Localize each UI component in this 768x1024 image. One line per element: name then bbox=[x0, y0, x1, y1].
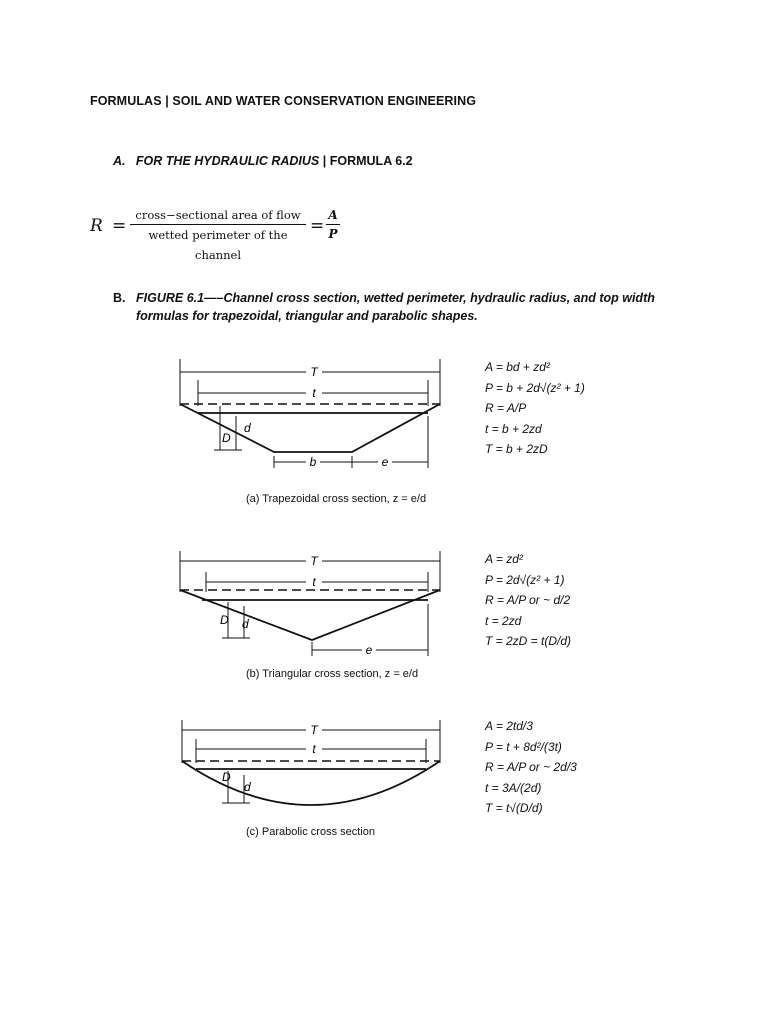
section-a-formula-ref: FORMULA 6.2 bbox=[329, 154, 413, 168]
formula-line: T = t√(D/d) bbox=[485, 801, 543, 815]
formula-line: P = 2d√(z² + 1) bbox=[485, 572, 565, 587]
trapezoidal-caption: (a) Trapezoidal cross section, z = e/d bbox=[246, 493, 427, 505]
equation-short-denominator: P bbox=[328, 227, 338, 241]
formula-line: A = bd + zd² bbox=[485, 360, 550, 374]
equation-denominator: wetted perimeter of the channel bbox=[148, 228, 288, 262]
section-a-title: FOR THE HYDRAULIC RADIUS bbox=[135, 154, 320, 168]
label-e: e bbox=[381, 455, 389, 469]
label-D: D bbox=[222, 770, 231, 784]
equation-lhs: R bbox=[90, 216, 103, 236]
parabolic-formulas bbox=[485, 716, 577, 819]
triangular-diagram bbox=[170, 548, 460, 663]
label-b: b bbox=[309, 455, 317, 469]
equation-fraction bbox=[130, 206, 306, 262]
formula-line: t = b + 2zd bbox=[485, 421, 542, 436]
label-t: t bbox=[312, 742, 316, 756]
section-b-text: FIGURE 6.1—–Channel cross section, wetted perimeter, hydraulic radius, and top width formulas for trapezoidal, triangular and parabolic shapes. bbox=[136, 291, 655, 323]
label-t: t bbox=[312, 575, 316, 589]
label-d: d bbox=[242, 617, 249, 631]
triangular-caption: (b) Triangular cross section, z = e/d bbox=[246, 668, 419, 680]
equation-short-fraction bbox=[326, 206, 340, 243]
label-D: D bbox=[222, 431, 231, 445]
equation-short-numerator: A bbox=[328, 208, 338, 222]
formula-line: R = A/P or ~ 2d/3 bbox=[485, 760, 577, 774]
equation-equals: = bbox=[112, 216, 127, 236]
trapezoidal-formulas bbox=[485, 357, 585, 460]
formula-line: t = 2zd bbox=[485, 613, 522, 628]
section-a-separator: | bbox=[322, 154, 327, 168]
label-D: D bbox=[220, 613, 229, 627]
equation-equals-2: = bbox=[310, 216, 325, 236]
label-T: T bbox=[310, 723, 318, 737]
trapezoidal-diagram bbox=[170, 356, 460, 476]
formula-line: A = 2td/3 bbox=[485, 719, 533, 733]
section-a-label: A. bbox=[113, 154, 126, 168]
formula-line: R = A/P or ~ d/2 bbox=[485, 593, 571, 607]
label-d: d bbox=[244, 421, 251, 435]
formula-line: A = zd² bbox=[485, 552, 523, 566]
section-a-heading bbox=[113, 154, 413, 168]
formula-line: R = A/P bbox=[485, 401, 527, 415]
label-d: d bbox=[244, 780, 251, 794]
formula-line: P = t + 8d²/(3t) bbox=[485, 739, 562, 754]
document-title: FORMULAS | SOIL AND WATER CONSERVATION ENGINEERING bbox=[90, 94, 477, 108]
formula-line: T = b + 2zD bbox=[485, 442, 548, 456]
formula-line: T = 2zD = t(D/d) bbox=[485, 634, 572, 648]
label-t: t bbox=[312, 386, 316, 400]
triangular-formulas bbox=[485, 549, 571, 652]
label-e: e bbox=[365, 643, 373, 657]
label-T: T bbox=[310, 365, 318, 379]
label-T: T bbox=[310, 554, 318, 568]
formula-line: t = 3A/(2d) bbox=[485, 780, 542, 795]
equation-numerator: cross−sectional area of flow bbox=[135, 208, 301, 222]
formula-line: P = b + 2d√(z² + 1) bbox=[485, 380, 585, 395]
parabolic-diagram bbox=[170, 717, 460, 817]
parabolic-caption: (c) Parabolic cross section bbox=[246, 826, 375, 838]
section-b-label: B. bbox=[113, 291, 126, 305]
